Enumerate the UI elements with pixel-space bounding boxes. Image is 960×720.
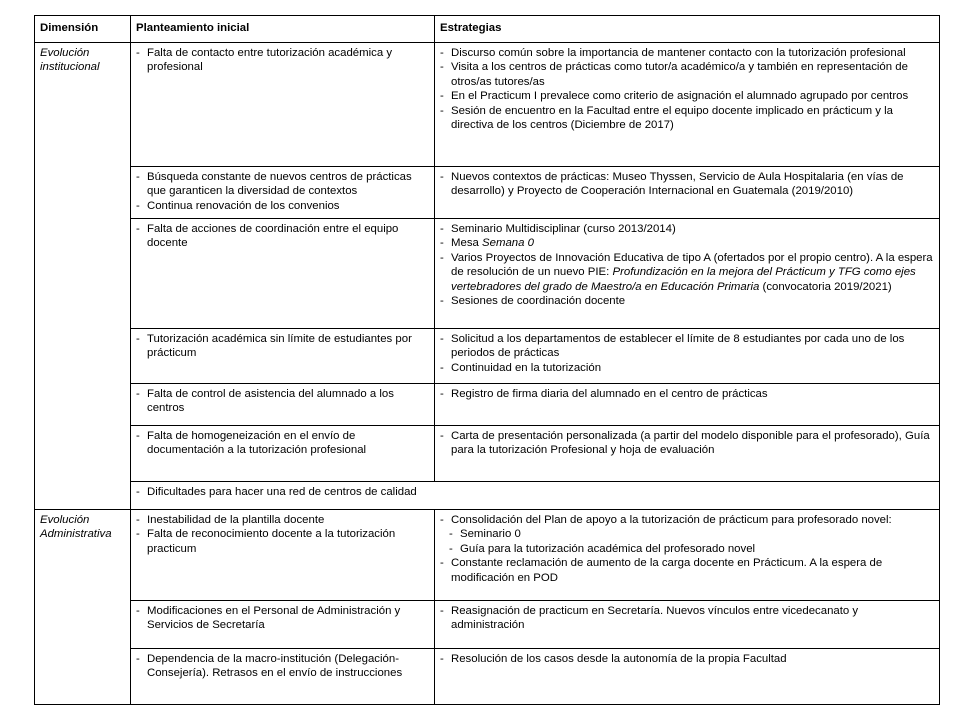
estrategia-item <box>440 104 934 133</box>
estrategia-item <box>440 513 934 528</box>
strategies-table <box>34 15 940 705</box>
estrategias-cell <box>435 42 940 166</box>
header-row <box>35 16 940 43</box>
estrategia-sublist <box>440 527 934 556</box>
text-segment: Continuidad en la tutorización <box>451 361 602 374</box>
estrategias-cell <box>435 328 940 383</box>
header-estrategias: Estrategias <box>435 16 940 43</box>
planteamiento-cell <box>131 166 435 218</box>
planteamiento-cell <box>131 648 435 704</box>
planteamiento-item: - Falta de acciones de coordinación entre el equipo docente <box>136 222 429 251</box>
text-segment: Visita a los centros de prácticas como tutor/a académico/a y también en representación de otros/as tutores/as <box>451 61 908 88</box>
header-dimension: Dimensión <box>35 16 131 43</box>
estrategia-item <box>440 332 934 361</box>
planteamiento-list <box>136 46 429 75</box>
table-row <box>35 218 940 328</box>
table-row <box>35 600 940 648</box>
planteamiento-item: - Búsqueda constante de nuevos centros de prácticas que garanticen la diversidad de contextos <box>136 170 429 199</box>
table-row <box>35 425 940 481</box>
text-segment: Discurso común sobre la importancia de mantener contacto con la tutorización profesional <box>451 46 906 59</box>
planteamiento-list <box>136 604 429 633</box>
estrategias-list <box>440 332 934 376</box>
estrategias-cell <box>435 648 940 704</box>
estrategias-list <box>440 387 934 402</box>
estrategia-item <box>440 361 934 376</box>
text-segment: Constante reclamación de aumento de la carga docente en Prácticum. A la espera de modificación en POD <box>451 557 883 584</box>
estrategias-list <box>440 170 934 199</box>
italic-text: Semana 0 <box>482 237 534 249</box>
estrategias-list <box>440 46 934 133</box>
text-segment: Solicitud a los departamentos de establecer el límite de 8 estudiantes por cada uno de los periodos de prácticas <box>451 332 905 359</box>
estrategias-cell <box>435 218 940 328</box>
planteamiento-item: - Falta de contacto entre tutorización académica y profesional <box>136 46 429 75</box>
estrategia-item <box>440 46 934 61</box>
estrategia-item <box>440 294 934 309</box>
text-segment: Carta de presentación personalizada (a partir del modelo disponible para el profesorado), Guía para la tutorización Profesional y hoja de evaluación <box>451 429 930 456</box>
planteamiento-item: - Dificultades para hacer una red de centros de calidad <box>136 485 934 500</box>
estrategias-cell <box>435 383 940 425</box>
estrategia-item <box>440 652 934 667</box>
planteamiento-cell <box>131 218 435 328</box>
table-row <box>35 328 940 383</box>
planteamiento-cell <box>131 383 435 425</box>
text-segment: Sesión de encuentro en la Facultad entre el equipo docente implicado en prácticum y la directiva de los centros (Diciembre de 2017) <box>451 104 893 131</box>
estrategias-cell <box>435 600 940 648</box>
dimension-cell: Evolución institucional <box>35 42 131 509</box>
planteamiento-list <box>136 222 429 251</box>
planteamiento-item: - Falta de control de asistencia del alumnado a los centros <box>136 387 429 416</box>
estrategia-item <box>440 556 934 585</box>
table-row <box>35 42 940 166</box>
planteamiento-cell <box>131 328 435 383</box>
planteamiento-list <box>136 485 934 500</box>
header-planteamiento: Planteamiento inicial <box>131 16 435 43</box>
text-segment: Resolución de los casos desde la autonomía de la propia Facultad <box>451 652 787 665</box>
estrategia-item <box>440 89 934 104</box>
estrategias-list <box>440 513 934 586</box>
planteamiento-item: - Inestabilidad de la plantilla docente <box>136 513 429 528</box>
estrategias-cell <box>435 425 940 481</box>
planteamiento-item: - Falta de reconocimiento docente a la tutorización practicum <box>136 527 429 556</box>
planteamiento-cell <box>131 600 435 648</box>
planteamiento-cell <box>131 42 435 166</box>
planteamiento-list <box>136 429 429 458</box>
planteamiento-item: - Continua renovación de los convenios <box>136 199 429 214</box>
estrategias-list <box>440 604 934 633</box>
table-row <box>35 383 940 425</box>
text-segment: En el Practicum I prevalece como criterio de asignación el alumnado agrupado por centros <box>451 90 909 102</box>
table-row <box>35 509 940 600</box>
planteamiento-item: - Modificaciones en el Personal de Administración y Servicios de Secretaría <box>136 604 429 633</box>
text-segment: Sesiones de coordinación docente <box>451 295 626 307</box>
table-row <box>35 166 940 218</box>
text-segment: Nuevos contextos de prácticas: Museo Thyssen, Servicio de Aula Hospitalaria (en vías de desarrollo) y Proyecto de Cooperación Internacional en Guatemala (2019/2010) <box>451 170 904 197</box>
estrategia-item <box>440 170 934 199</box>
planteamiento-item: - Tutorización académica sin límite de estudiantes por prácticum <box>136 332 429 361</box>
text-segment: Seminario Multidisciplinar (curso 2013/2014) <box>451 222 676 235</box>
estrategia-item <box>440 251 934 295</box>
estrategia-item <box>440 387 934 402</box>
estrategias-cell <box>435 166 940 218</box>
estrategias-list <box>440 652 934 667</box>
planteamiento-list <box>136 652 429 681</box>
estrategia-item <box>440 429 934 458</box>
estrategia-item <box>440 60 934 89</box>
planteamiento-list <box>136 387 429 416</box>
estrategia-subitem: - Guía para la tutorización académica del profesorado novel <box>449 542 934 557</box>
italic-text: Profundización en la mejora del Prácticum y TFG como ejes vertebradores del grado de Maestro/a en Educación Primaria <box>451 266 916 293</box>
estrategias-list <box>440 222 934 309</box>
planteamiento-list <box>136 170 429 214</box>
planteamiento-cell <box>131 425 435 481</box>
estrategia-sublist-wrapper <box>440 527 934 556</box>
estrategias-list <box>440 429 934 458</box>
planteamiento-list <box>136 332 429 361</box>
estrategia-item <box>440 236 934 251</box>
text-segment: Registro de firma diaria del alumnado en el centro de prácticas <box>451 387 768 400</box>
table-row <box>35 648 940 704</box>
text-segment: Reasignación de practicum en Secretaría. Nuevos vínculos entre vicedecanato y administración <box>451 604 859 631</box>
estrategias-cell <box>435 509 940 600</box>
estrategia-item <box>440 604 934 633</box>
text-segment: Mesa <box>451 237 483 249</box>
text-segment: (convocatoria 2019/2021) <box>759 280 892 293</box>
table-row <box>35 481 940 509</box>
planteamiento-item: - Falta de homogeneización en el envío de documentación a la tutorización profesional <box>136 429 429 458</box>
estrategia-subitem: - Seminario 0 <box>449 527 934 542</box>
estrategia-item <box>440 222 934 237</box>
dimension-cell: Evolución Administrativa <box>35 509 131 704</box>
text-segment: Varios Proyectos de Innovación Educativa de tipo A (ofertados por el propio centro). A la espera de resolución de un nuevo PIE: <box>451 251 933 278</box>
planteamiento-cell <box>131 481 940 509</box>
text-segment: Consolidación del Plan de apoyo a la tutorización de prácticum para profesorado novel: <box>451 513 892 526</box>
planteamiento-cell <box>131 509 435 600</box>
planteamiento-item: - Dependencia de la macro-institución (Delegación-Consejería). Retrasos en el envío de instrucciones <box>136 652 429 681</box>
planteamiento-list <box>136 513 429 557</box>
